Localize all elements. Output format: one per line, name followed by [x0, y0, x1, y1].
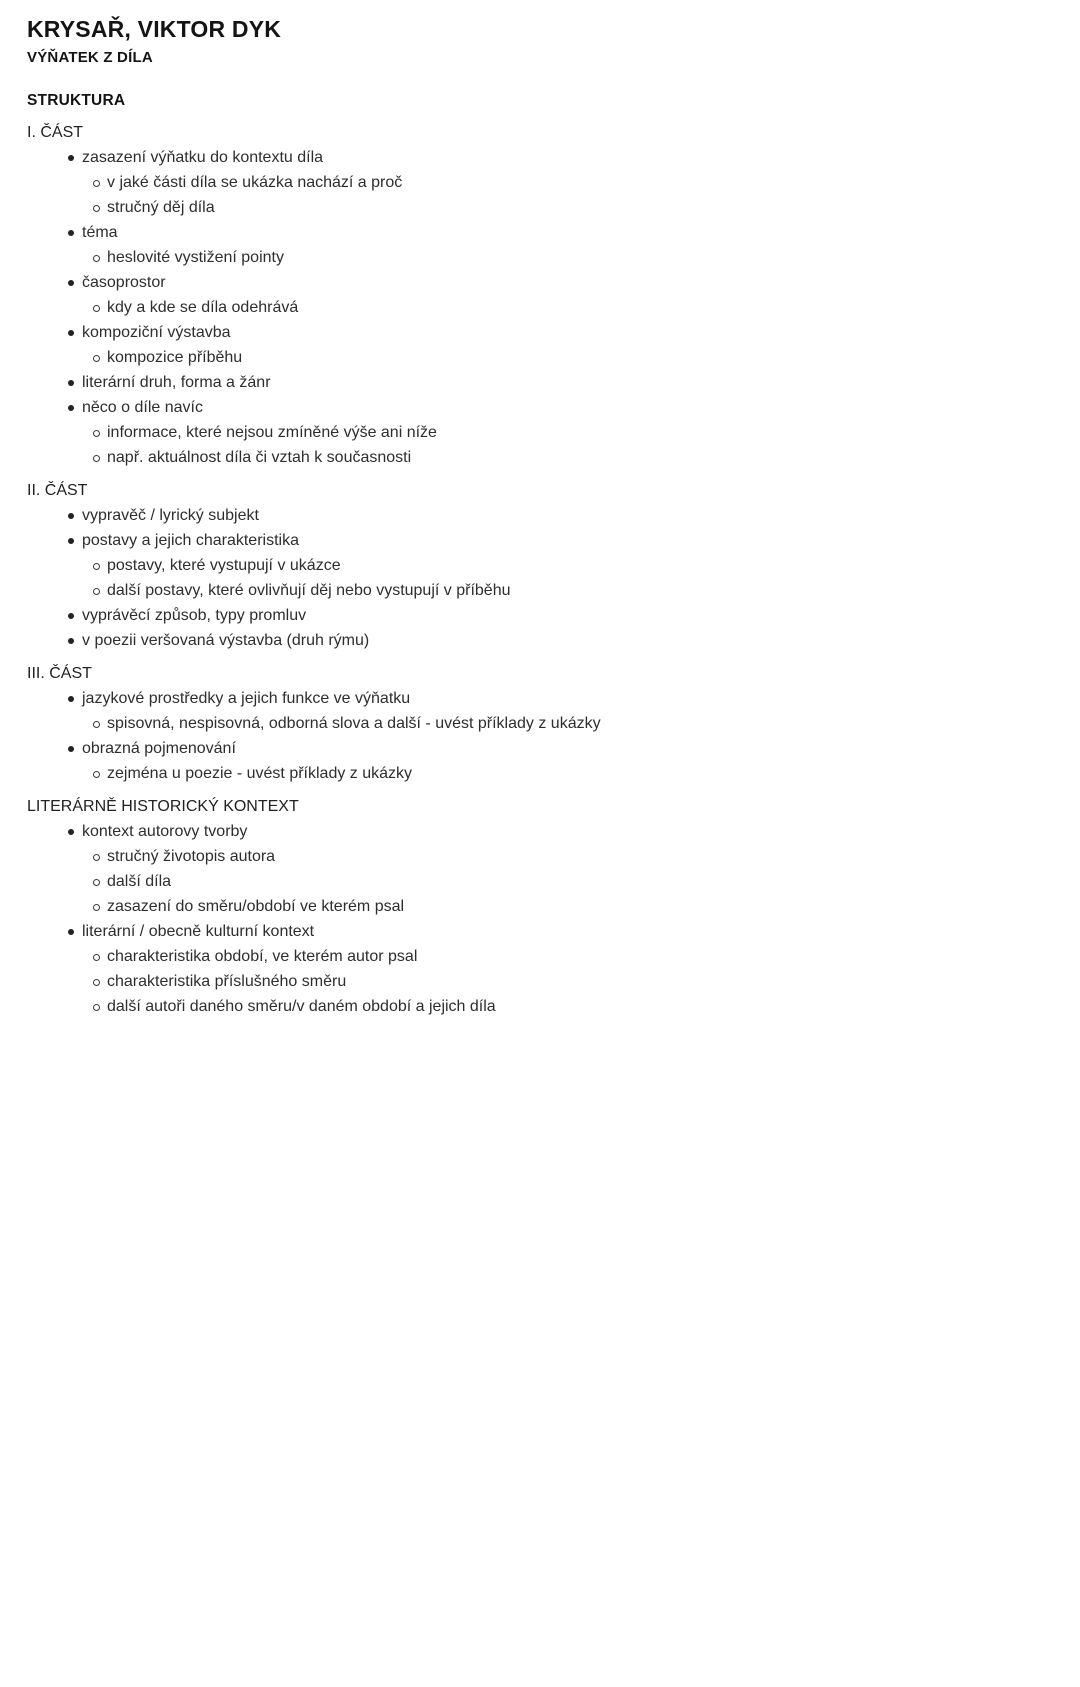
bullet-icon: [68, 638, 74, 644]
sub-list-item: [27, 761, 1040, 786]
bullet-icon: [68, 613, 74, 619]
sub-list-item: [27, 894, 1040, 919]
list-item: [27, 395, 1040, 420]
list-item-label: literární / obecně kulturní kontext: [82, 923, 315, 940]
list-item-label: vyprávěcí způsob, typy promluv: [82, 607, 307, 624]
hollow-bullet-icon: [93, 771, 100, 778]
hollow-bullet-icon: [93, 721, 100, 728]
bullet-icon: [68, 155, 74, 161]
list-item: [27, 503, 1040, 528]
section-heading: II. ČÁST: [27, 482, 88, 499]
sub-list-item: [27, 420, 1040, 445]
outline-sections: [27, 120, 1040, 1019]
section-heading: LITERÁRNĚ HISTORICKÝ KONTEXT: [27, 798, 299, 815]
bullet-icon: [68, 829, 74, 835]
sub-list-item-label: další díla: [107, 873, 172, 890]
sub-list-item-label: stručný děj díla: [107, 199, 215, 216]
list-item: [27, 819, 1040, 844]
page-title: KRYSAŘ, VIKTOR DYK: [27, 16, 282, 42]
sub-list-item-label: postavy, které vystupují v ukázce: [107, 557, 341, 574]
sub-list-item-label: charakteristika příslušného směru: [107, 973, 347, 990]
sub-list-item-label: v jaké části díla se ukázka nachází a proč: [107, 174, 403, 191]
list-item-label: postavy a jejich charakteristika: [82, 532, 299, 549]
outline-section: [27, 478, 1040, 653]
bullet-icon: [68, 380, 74, 386]
sub-list-item: [27, 844, 1040, 869]
list-item-label: téma: [82, 224, 118, 241]
list-item: [27, 919, 1040, 944]
list-item-label: literární druh, forma a žánr: [82, 374, 271, 391]
list-item: [27, 145, 1040, 170]
sub-list-item-label: charakteristika období, ve kterém autor psal: [107, 948, 418, 965]
sub-list-item: [27, 295, 1040, 320]
sub-list-item-label: zasazení do směru/období ve kterém psal: [107, 898, 405, 915]
page-subtitle: VÝŇATEK Z DÍLA: [27, 49, 153, 66]
list-item-label: obrazná pojmenování: [82, 740, 236, 757]
sub-list-item-label: spisovná, nespisovná, odborná slova a další - uvést příklady z ukázky: [107, 715, 601, 732]
sub-list-item-label: další autoři daného směru/v daném období a jejich díla: [107, 998, 496, 1015]
outline-section: [27, 661, 1040, 786]
list-item-label: kompoziční výstavba: [82, 324, 231, 341]
structure-heading: STRUKTURA: [27, 92, 126, 109]
list-item: [27, 603, 1040, 628]
bullet-icon: [68, 280, 74, 286]
outline-section: [27, 120, 1040, 470]
sub-list-item: [27, 711, 1040, 736]
bullet-icon: [68, 513, 74, 519]
sub-list-item-label: např. aktuálnost díla či vztah k současnosti: [107, 449, 412, 466]
sub-list-item: [27, 345, 1040, 370]
hollow-bullet-icon: [93, 1004, 100, 1011]
sub-list-item: [27, 869, 1040, 894]
hollow-bullet-icon: [93, 455, 100, 462]
sub-list-item: [27, 445, 1040, 470]
list-item: [27, 528, 1040, 553]
list-item: [27, 320, 1040, 345]
bullet-icon: [68, 929, 74, 935]
list-item: [27, 628, 1040, 653]
sub-list-item: [27, 969, 1040, 994]
section-heading: III. ČÁST: [27, 665, 92, 682]
sub-list-item-label: informace, které nejsou zmíněné výše ani níže: [107, 424, 437, 441]
outline-section: [27, 794, 1040, 1019]
sub-list-item: [27, 553, 1040, 578]
bullet-icon: [68, 538, 74, 544]
hollow-bullet-icon: [93, 854, 100, 861]
list-item: [27, 220, 1040, 245]
sub-list-item-label: další postavy, které ovlivňují děj nebo vystupují v příběhu: [107, 582, 511, 599]
bullet-icon: [68, 405, 74, 411]
hollow-bullet-icon: [93, 979, 100, 986]
list-item: [27, 270, 1040, 295]
hollow-bullet-icon: [93, 180, 100, 187]
hollow-bullet-icon: [93, 954, 100, 961]
list-item-label: zasazení výňatku do kontextu díla: [82, 149, 324, 166]
sub-list-item-label: heslovité vystižení pointy: [107, 249, 284, 266]
list-item-label: něco o díle navíc: [82, 399, 203, 416]
bullet-icon: [68, 230, 74, 236]
list-item-label: v poezii veršovaná výstavba (druh rýmu): [82, 632, 370, 649]
sub-list-item: [27, 994, 1040, 1019]
list-item-label: jazykové prostředky a jejich funkce ve výňatku: [82, 690, 411, 707]
section-heading: I. ČÁST: [27, 124, 84, 141]
list-item: [27, 736, 1040, 761]
hollow-bullet-icon: [93, 904, 100, 911]
sub-list-item-label: stručný životopis autora: [107, 848, 276, 865]
bullet-icon: [68, 696, 74, 702]
sub-list-item: [27, 578, 1040, 603]
sub-list-item-label: kdy a kde se díla odehrává: [107, 299, 299, 316]
hollow-bullet-icon: [93, 355, 100, 362]
hollow-bullet-icon: [93, 879, 100, 886]
hollow-bullet-icon: [93, 563, 100, 570]
sub-list-item: [27, 170, 1040, 195]
hollow-bullet-icon: [93, 430, 100, 437]
sub-list-item-label: zejména u poezie - uvést příklady z ukázky: [107, 765, 413, 782]
sub-list-item: [27, 195, 1040, 220]
sub-list-item: [27, 245, 1040, 270]
list-item-label: kontext autorovy tvorby: [82, 823, 248, 840]
sub-list-item-label: kompozice příběhu: [107, 349, 243, 366]
bullet-icon: [68, 746, 74, 752]
sub-list-item: [27, 944, 1040, 969]
hollow-bullet-icon: [93, 305, 100, 312]
list-item: [27, 370, 1040, 395]
bullet-icon: [68, 330, 74, 336]
hollow-bullet-icon: [93, 205, 100, 212]
list-item: [27, 686, 1040, 711]
hollow-bullet-icon: [93, 255, 100, 262]
hollow-bullet-icon: [93, 588, 100, 595]
list-item-label: vypravěč / lyrický subjekt: [82, 507, 259, 524]
list-item-label: časoprostor: [82, 274, 166, 291]
